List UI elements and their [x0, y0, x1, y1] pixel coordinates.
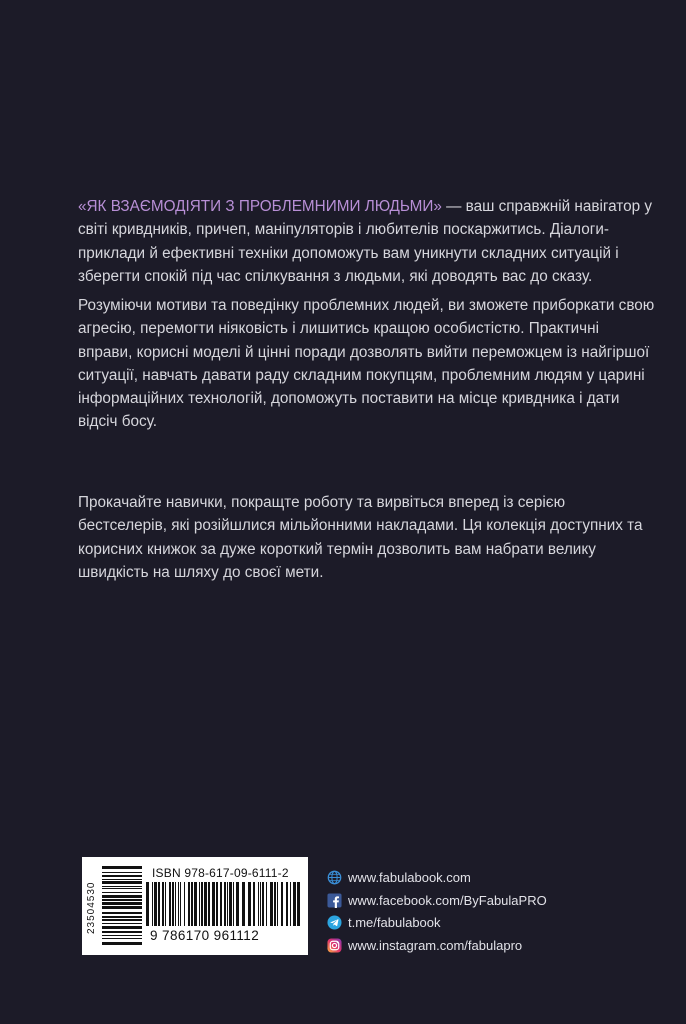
- facebook-icon: [327, 893, 342, 908]
- barcode-bar: [188, 882, 190, 926]
- barcode-bar: [248, 882, 251, 926]
- description-paragraph-1: [78, 195, 656, 288]
- description-paragraph-3: Прокачайте навички, покращте роботу та вирвіться вперед із серією бестселерів, які розійшлися мільйонними накладами. Ця колекція доступних та корисних книжок за дуже короткий термін дозволить вам набрати велику швидкість на шляху до своєї мети.: [78, 494, 643, 581]
- link-instagram-text: www.instagram.com/fabulapro: [348, 937, 523, 953]
- barcode-bar: [102, 938, 142, 939]
- barcode-bar: [102, 872, 142, 873]
- barcode-bar: [220, 882, 222, 926]
- link-website-text: www.fabulabook.com: [348, 869, 471, 885]
- barcode-bar: [258, 882, 259, 926]
- barcode-bar: [178, 882, 179, 926]
- barcode-bar: [224, 882, 226, 926]
- contact-links: [327, 866, 547, 957]
- barcode-bar: [290, 882, 291, 926]
- barcode-bar: [277, 882, 278, 926]
- barcode-bar: [286, 882, 288, 926]
- barcode-bar: [102, 879, 142, 880]
- isbn-label: ISBN 978-617-09-6111-2: [152, 866, 289, 880]
- barcode-bar: [102, 923, 142, 924]
- barcode-main-bars: [146, 882, 304, 926]
- barcode-bar: [175, 882, 176, 926]
- link-facebook-text: www.facebook.com/ByFabulaPRO: [348, 892, 547, 908]
- barcode-bar: [102, 912, 142, 914]
- barcode-bar: [180, 882, 181, 926]
- link-telegram[interactable]: [327, 911, 547, 934]
- barcode-side-bars: [102, 866, 142, 946]
- barcode-bar: [233, 882, 234, 926]
- book-title-quote: «ЯК ВЗАЄМОДІЯТИ З ПРОБЛЕМНИМИ ЛЮДЬМИ»: [78, 198, 442, 215]
- link-facebook[interactable]: [327, 889, 547, 912]
- barcode-digits: 9 786170 961112: [150, 928, 260, 943]
- barcode-bar: [102, 902, 142, 905]
- barcode-bar: [270, 882, 273, 926]
- barcode-bar: [102, 881, 142, 884]
- barcode-bar: [165, 882, 166, 926]
- barcode-bar: [184, 882, 185, 926]
- barcode-bar: [152, 882, 153, 926]
- barcode-bar: [201, 882, 203, 926]
- barcode-bar: [199, 882, 200, 926]
- barcode-bar: [102, 899, 142, 901]
- barcode-bar: [227, 882, 228, 926]
- barcode-bar: [102, 906, 142, 909]
- barcode-bar: [102, 875, 142, 877]
- link-telegram-text: t.me/fabulabook: [348, 915, 441, 931]
- barcode-bar: [154, 882, 157, 926]
- link-website[interactable]: [327, 866, 547, 889]
- barcode-bar: [102, 886, 142, 887]
- barcode-bar: [102, 892, 142, 893]
- barcode-bar: [102, 942, 142, 945]
- barcode-bar: [204, 882, 207, 926]
- barcode-side-code: 23504530: [86, 881, 97, 935]
- barcode-bar: [274, 882, 276, 926]
- instagram-icon: [327, 938, 342, 953]
- barcode-bar: [102, 888, 142, 889]
- barcode-bar: [169, 882, 171, 926]
- barcode-bar: [102, 931, 142, 933]
- barcode-bar: [102, 895, 142, 898]
- barcode-bar: [208, 882, 210, 926]
- barcode-bar: [212, 882, 215, 926]
- globe-icon: [327, 870, 342, 885]
- description-paragraph-1-text: — ваш справжній навігатор у світі кривдників, причеп, маніпуляторів і любителів поскаржитись. Діалоги-приклади й ефективні техніки допоможуть вам уникнути складних ситуацій і зберегти спокій під час спілкування з людьми, які доводять вас до сказу.: [78, 198, 653, 285]
- link-instagram[interactable]: [327, 934, 547, 957]
- barcode-bar: [229, 882, 232, 926]
- barcode-bar: [260, 882, 261, 926]
- barcode-bar: [242, 882, 245, 926]
- telegram-icon: [327, 915, 342, 930]
- barcode-bar: [102, 916, 142, 918]
- barcode-bar: [266, 882, 267, 926]
- barcode-bar: [191, 882, 193, 926]
- barcode-bar: [216, 882, 218, 926]
- barcode-bar: [253, 882, 255, 926]
- barcode-bar: [162, 882, 164, 926]
- barcode-bar: [172, 882, 174, 926]
- barcode-bar: [297, 882, 300, 926]
- barcode-bar: [194, 882, 197, 926]
- barcode-bar: [102, 935, 142, 936]
- barcode-bar: [236, 882, 239, 926]
- barcode-bar: [281, 882, 283, 926]
- barcode-bar: [293, 882, 296, 926]
- barcode-bar: [158, 882, 160, 926]
- barcode-bar: [262, 882, 264, 926]
- description-paragraph-2: Розуміючи мотиви та поведінку проблемних людей, ви зможете приборкати свою агресію, перемогти ніяковість і лишитись кращою особистістю. Практичні вправи, корисні моделі й цінні поради дозволять вийти переможцем із найгіршої ситуації, навчать давати раду складним покупцям, проблемним людям у царині інформаційних технологій, допоможуть поставити на місце кривдника і дати відсіч босу.: [78, 297, 655, 431]
- barcode-bar: [102, 866, 142, 869]
- barcode-bar: [102, 919, 142, 921]
- barcode-bar: [146, 882, 149, 926]
- barcode-bar: [102, 926, 142, 929]
